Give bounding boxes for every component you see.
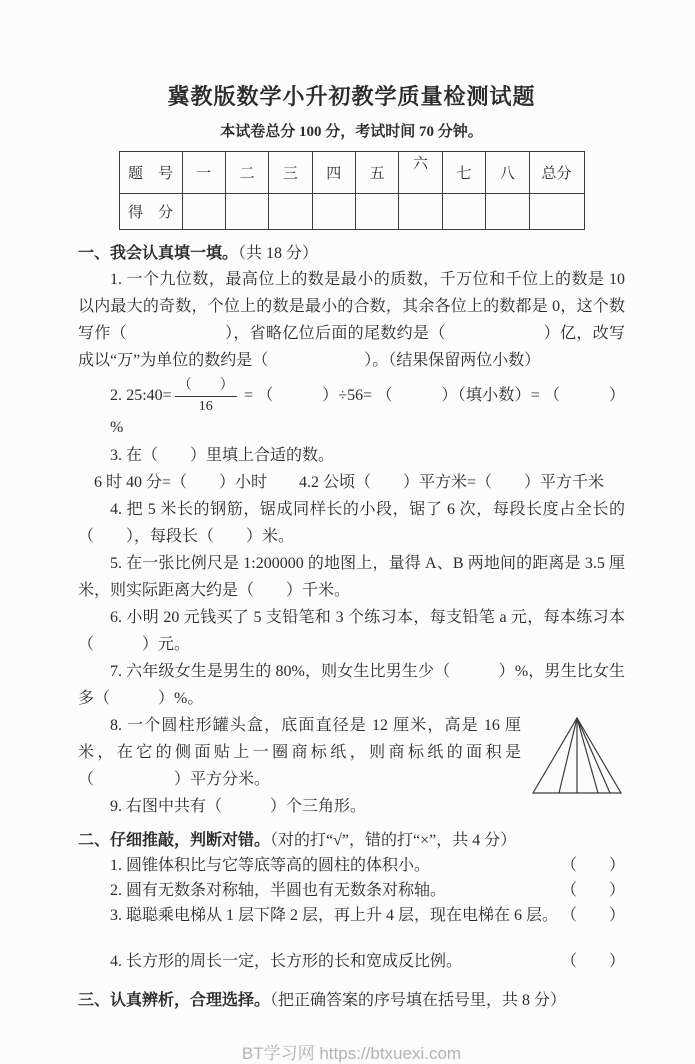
- judge-item-1-answer-bracket: （ ）: [560, 857, 625, 874]
- score-cell-5: [356, 194, 399, 230]
- score-table: [119, 151, 585, 230]
- score-cell-7: [442, 194, 485, 230]
- question-3: 3. 在（ ）里填上合适的数。: [110, 447, 335, 464]
- page-title: 冀教版数学小升初教学质量检测试题: [167, 84, 536, 109]
- watermark-text: BT学习网 https://btxuexi.com: [241, 1044, 462, 1063]
- judge-item-2: [78, 878, 625, 903]
- section3-heading-title: 三、认真辨析，合理选择。: [78, 992, 271, 1009]
- judge-item-3-answer-bracket: （ ）: [560, 907, 625, 924]
- question-7: 7. 六年级女生是男生的 80%，则女生比男生少（ ）%，男生比女生多（ ）%。: [78, 663, 625, 707]
- section2-heading-title: 二、仔细推敲，判断对错。: [78, 832, 271, 849]
- score-table-header-row: [119, 152, 584, 194]
- section2-heading-points: （对的打“√”，错的打“×”，共 4 分）: [270, 832, 517, 849]
- score-cell-1: [182, 194, 225, 230]
- score-cell-4: [312, 194, 355, 230]
- question-9: 9. 右图中共有（ ）个三角形。: [110, 798, 367, 815]
- score-table-header-cell-8: 八: [486, 152, 529, 194]
- score-table-header-cell-4: 四: [312, 152, 355, 194]
- score-table-header-cell-7: 七: [442, 152, 485, 194]
- score-table-header-cell-5: 五: [356, 152, 399, 194]
- section1-heading: [78, 241, 625, 266]
- question-3-subline: 6 时 40 分=（ ）小时 4.2 公顷（ ）平方米=（ ）平方千米: [94, 474, 605, 491]
- score-table-corner-cell: 题 号: [119, 152, 182, 194]
- score-table-header-cell-6: 六: [399, 152, 442, 194]
- score-table-score-row: [119, 194, 584, 230]
- score-table-header-cell-1: 一: [182, 152, 225, 194]
- judge-item-3-text: 3. 聪聪乘电梯从 1 层下降 2 层，再上升 4 层，现在电梯在 6 层。: [110, 907, 559, 924]
- question-8: 8. 一个圆柱形罐头盒，底面直径是 12 厘米，高是 16 厘米，在它的侧面贴上一圈商标纸，则商标纸的面积是（ ）平方分米。: [78, 717, 521, 788]
- question-1: 1. 一个九位数，最高位上的数是最小的质数，千万位和千位上的数是 10 以内最大的奇数，个位上的数是最小的合数，其余各位上的数都是 0，这个数写作（ ），省略亿位后面的尾数约是（ ）亿，改写成以“万”为单位的数约是（ ）。（结果保留两位小数）: [78, 271, 625, 369]
- question-2: [78, 377, 625, 440]
- judge-item-1: [78, 853, 625, 878]
- judge-item-3: [78, 903, 625, 928]
- judge-item-4: [78, 949, 625, 974]
- score-row-label: 得 分: [119, 194, 182, 230]
- section2-heading: [78, 828, 625, 853]
- score-table-header-cell-2: 二: [225, 152, 268, 194]
- fraction-denominator: 16: [198, 399, 213, 414]
- triangle-figure: [531, 716, 625, 795]
- judge-item-4-text: 4. 长方形的周长一定，长方形的长和宽成反比例。: [110, 953, 463, 970]
- score-table-header-cell-3: 三: [269, 152, 312, 194]
- judge-item-4-answer-bracket: （ ）: [560, 953, 625, 970]
- section3-heading: [78, 988, 625, 1013]
- score-cell-6: [399, 194, 442, 230]
- section3-heading-points: （把正确答案的序号填在括号里，共 8 分）: [270, 992, 567, 1009]
- section1-heading-title: 一、我会认真填一填。: [78, 245, 239, 262]
- question-8-9-block: [78, 712, 625, 820]
- question-2-suffix: = （ ）÷56= （ ）（填小数）= （ ）%: [110, 387, 626, 436]
- fraction-numerator: （ ）: [175, 377, 237, 397]
- score-cell-total: [529, 194, 584, 230]
- judge-item-1-text: 1. 圆锥体积比与它等底等高的圆柱的体积小。: [110, 857, 431, 874]
- section1-heading-points: （共 18 分）: [238, 245, 319, 262]
- judge-item-2-answer-bracket: （ ）: [560, 882, 625, 899]
- score-cell-2: [225, 194, 268, 230]
- question-6: 6. 小明 20 元钱买了 5 支铅笔和 3 个练习本，每支铅笔 a 元，每本练习本（ ）元。: [78, 609, 625, 653]
- score-cell-8: [486, 194, 529, 230]
- score-cell-3: [269, 194, 312, 230]
- page-subtitle: 本试卷总分 100 分，考试时间 70 分钟。: [220, 124, 483, 140]
- judge-item-2-text: 2. 圆有无数条对称轴，半圆也有无数条对称轴。: [110, 882, 447, 899]
- score-table-header-cell-total: 总分: [529, 152, 584, 194]
- question-5: 5. 在一张比例尺是 1:200000 的地图上，量得 A、B 两地间的距离是 3.5 厘米，则实际距离大约是（ ）千米。: [78, 555, 625, 599]
- fraction: [175, 377, 237, 416]
- question-2-prefix: 2. 25:40=: [110, 387, 172, 405]
- question-4: 4. 把 5 米长的钢筋，锯成同样长的小段，锯了 6 次，每段长度占全长的（ ），每段长（ ）米。: [78, 501, 625, 545]
